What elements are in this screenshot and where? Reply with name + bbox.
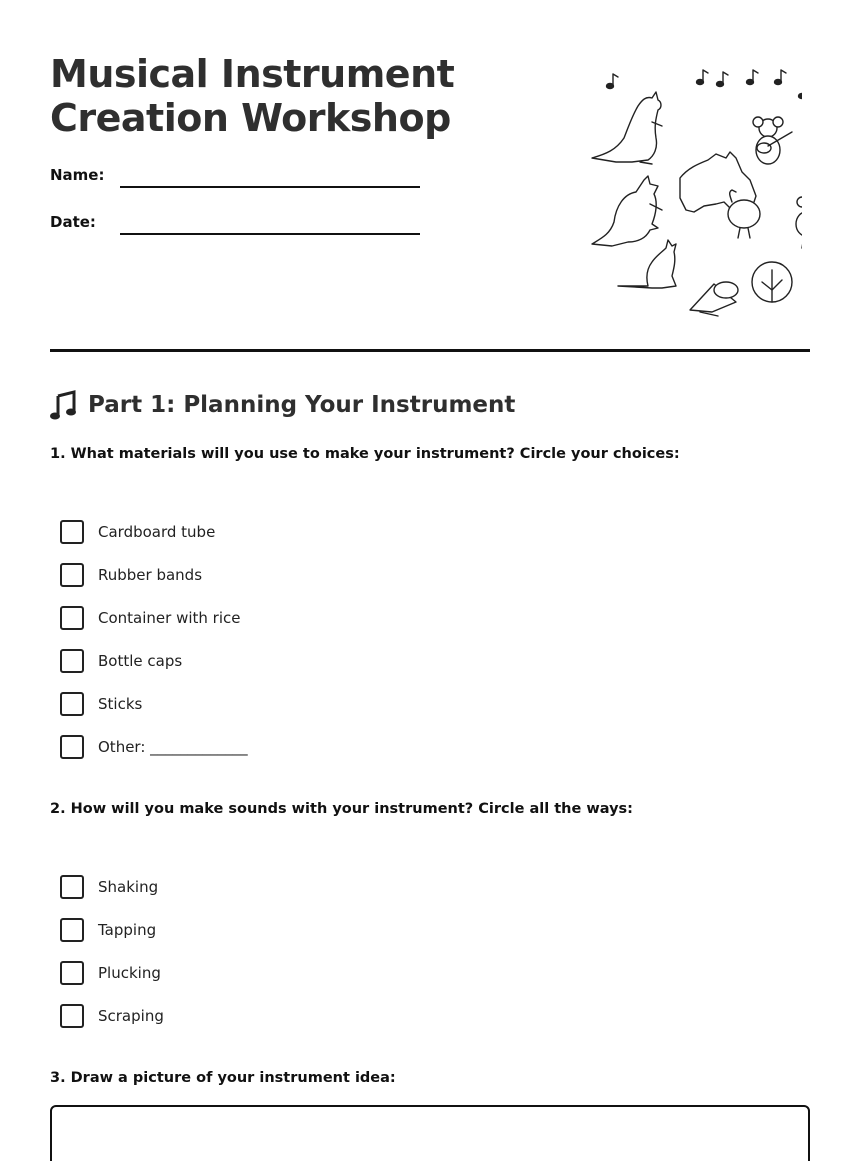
emu-right (796, 197, 802, 248)
question-2-text: 2. How will you make sounds with your instrument? Circle all the ways: (50, 801, 633, 817)
option-label: Cardboard tube (98, 522, 216, 541)
option-shaking[interactable] (60, 865, 164, 908)
tree-globe (752, 262, 792, 302)
question-3-text: 3. Draw a picture of your instrument idea: (50, 1070, 396, 1086)
part1-heading (50, 388, 515, 422)
checkbox[interactable] (60, 1004, 84, 1028)
option-label: Plucking (98, 963, 161, 982)
checkbox[interactable] (60, 606, 84, 630)
checkbox[interactable] (60, 520, 84, 544)
option-scraping[interactable] (60, 994, 164, 1037)
option-container-with-rice[interactable] (60, 596, 248, 639)
option-label: Container with rice (98, 608, 241, 627)
checkbox[interactable] (60, 649, 84, 673)
date-field[interactable] (50, 211, 430, 241)
option-rubber-bands[interactable] (60, 553, 248, 596)
materials-options (60, 510, 248, 768)
name-write-line[interactable] (120, 186, 420, 188)
option-label: Rubber bands (98, 565, 203, 584)
option-cardboard-tube[interactable] (60, 510, 248, 553)
option-label: Sticks (98, 694, 143, 713)
music-note-icon (50, 390, 78, 420)
option-sticks[interactable] (60, 682, 248, 725)
kangaroo-middle (592, 176, 662, 246)
option-label: Scraping (98, 1006, 164, 1025)
name-field[interactable] (50, 164, 430, 194)
worksheet-header (50, 0, 810, 352)
illustration-svg (540, 62, 802, 318)
option-label: Bottle caps (98, 651, 183, 670)
option-plucking[interactable] (60, 951, 164, 994)
part1-heading-text: Part 1: Planning Your Instrument (88, 392, 516, 418)
title-line-2: Creation Workshop (50, 96, 451, 140)
checkbox[interactable] (60, 961, 84, 985)
koala-guitar (753, 117, 792, 164)
wallaby-bottom (618, 240, 676, 288)
checkbox[interactable] (60, 692, 84, 716)
title-line-1: Musical Instrument (50, 52, 455, 96)
header-divider (50, 349, 810, 352)
option-other[interactable] (60, 725, 248, 768)
checkbox[interactable] (60, 875, 84, 899)
option-tapping[interactable] (60, 908, 164, 951)
name-label: Name: (50, 166, 105, 184)
date-label: Date: (50, 213, 96, 231)
option-bottle-caps[interactable] (60, 639, 248, 682)
checkbox[interactable] (60, 918, 84, 942)
option-label: Other: _____________ (98, 737, 248, 756)
drum (690, 282, 738, 316)
sound-method-options (60, 865, 164, 1037)
kangaroo-top (592, 92, 662, 164)
date-write-line[interactable] (120, 233, 420, 235)
drawing-area[interactable] (50, 1105, 810, 1161)
question-1-text: 1. What materials will you use to make your instrument? Circle your choices: (50, 446, 680, 462)
option-label: Shaking (98, 877, 159, 896)
option-label: Tapping (98, 920, 157, 939)
checkbox[interactable] (60, 735, 84, 759)
australian-animals-illustration (540, 62, 802, 318)
page-title (50, 52, 490, 140)
checkbox[interactable] (60, 563, 84, 587)
